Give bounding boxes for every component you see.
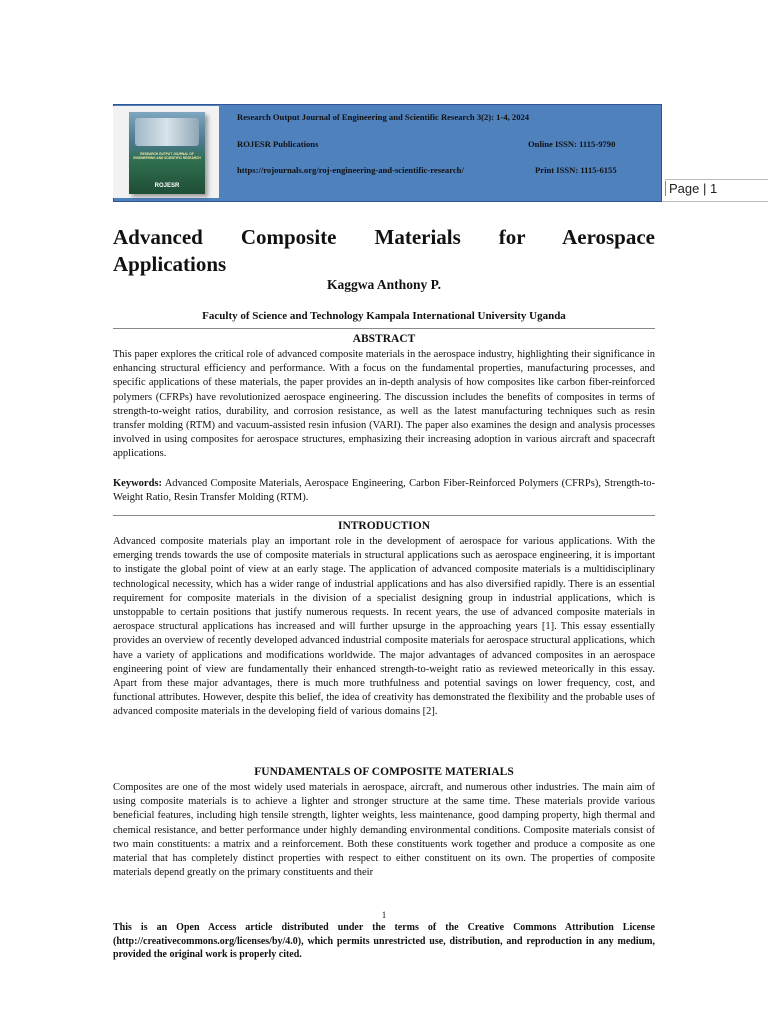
page-number: 1: [381, 910, 387, 920]
journal-cover-image: [113, 106, 219, 198]
journal-url[interactable]: https://rojournals.org/roj-engineering-and-scientific-research/: [237, 165, 464, 175]
page-tag-rule-bottom: [662, 201, 768, 202]
title-line-1: Advanced Composite Materials for Aerospace: [113, 225, 655, 249]
page-tag: Page | 1: [665, 181, 717, 196]
keywords: [113, 477, 655, 505]
publisher-name: ROJESR Publications: [237, 139, 319, 149]
introduction-heading: INTRODUCTION: [337, 520, 430, 532]
author-affiliation: Faculty of Science and Technology Kampala International University Uganda: [202, 310, 566, 322]
license-footer: This is an Open Access article distributed under the terms of the Creative Commons Attribution License (http://creativecommons.org/licenses/by/4.0), which permits unrestricted use, distribution, and reproduction in any medium, provided the original work is properly cited.: [113, 922, 655, 960]
page-tag-rule-top: [665, 179, 768, 180]
abstract-rule-bottom: [113, 515, 655, 516]
keywords-label: Keywords:: [113, 478, 162, 489]
fundamentals-text: Composites are one of the most widely used materials in aerospace, aircraft, and numerous other industries. The main aim of using composite materials is to achieve a lighter and stronger structure at the same time. These materials provide various beneficial features, including high tensile strength, lighter weights, less maintenance, good damping property, high thermal and chemical resistance, and better performance under highly demanding environmental conditions. Composite materials consist of two main constituents: a matrix and a reinforcement. Both these constituents work together and produce a composite as one material that has completely distinct properties with respect to either constituent on its own. The properties of composite materials depend greatly on the primary constituents and their: [113, 782, 655, 879]
cover-brand: ROJESR: [154, 183, 180, 189]
print-issn: Print ISSN: 1115-6155: [535, 165, 617, 175]
cover-book: [129, 112, 205, 194]
journal-citation: Research Output Journal of Engineering and Scientific Research 3(2): 1-4, 2024: [237, 112, 530, 122]
abstract-heading: ABSTRACT: [352, 333, 416, 345]
author-name: Kaggwa Anthony P.: [327, 277, 441, 292]
title-line-2: Applications: [113, 252, 227, 276]
abstract-text: This paper explores the critical role of advanced composite materials in the aerospace industry, highlighting their significance in enhancing structural efficiency and performance. With a focus on the fundamental properties, manufacturing processes, and specific applications of these materials, the paper provides an in-depth analysis of how composites like carbon fiber-reinforced polymers (CFRPs) have revolutionized aerospace engineering. The discussion includes the benefits of composites in terms of strength-to-weight ratios, durability, and corrosion resistance, as well as the latest manufacturing techniques such as resin transfer molding (RTM) and vacuum-assisted resin infusion (VARI). The paper also examines the design and analysis processes involved in using composites for aerospace structures, emphasizing their increasing adoption in various aircraft and spacecraft applications.: [113, 349, 655, 460]
paper-title: [113, 224, 655, 278]
fundamentals-heading: FUNDAMENTALS OF COMPOSITE MATERIALS: [254, 766, 514, 778]
cover-machine-graphic: [135, 118, 199, 146]
online-issn: Online ISSN: 1115-9790: [528, 139, 616, 149]
introduction-text: Advanced composite materials play an important role in the development of aerospace for various applications. With the emerging trends towards the use of composite materials in structural applications such as aerospace engineering, it is important to instigate the global point of view at an early stage. The application of advanced composite materials is a multidisciplinary technological necessity, which has a wider range of industrial applications and has also diversified rapidly. There is an essential requirement for composite materials in the division of a specialist designing group in industrial applications, which is unstoppable to certain positions that justify numerous requests. In recent years, the use of advanced composite materials in aerospace structural applications has increased and will further upsurge in the approaching years [1]. This essay essentially provides an overview of recently developed advanced industrial composite materials for aerospace structural applications, which have a variety of applications and modifications worldwide. The major advantages of advanced composites in an aerospace engineering point of view are fundamentally their enhanced strength-to-weight ratio as reviewed meteorically in this essay. Apart from these major advantages, there is much more truthfulness and potential savings on lower frequency, cost, and functional attributes. However, despite this belief, the idea of creativity has demonstrated the flexibility and the probable uses of advanced composite materials in the developing field of various domains [2].: [113, 536, 655, 718]
abstract-rule-top: [113, 328, 655, 329]
cover-title: RESEARCH OUTPUT JOURNAL OF ENGINEERING AND SCIENTIFIC RESEARCH: [133, 152, 201, 160]
keywords-list: Advanced Composite Materials, Aerospace Engineering, Carbon Fiber-Reinforced Polymers (CFRPs), Strength-to-Weight Ratio, Resin Transfer Molding (RTM).: [113, 478, 655, 504]
